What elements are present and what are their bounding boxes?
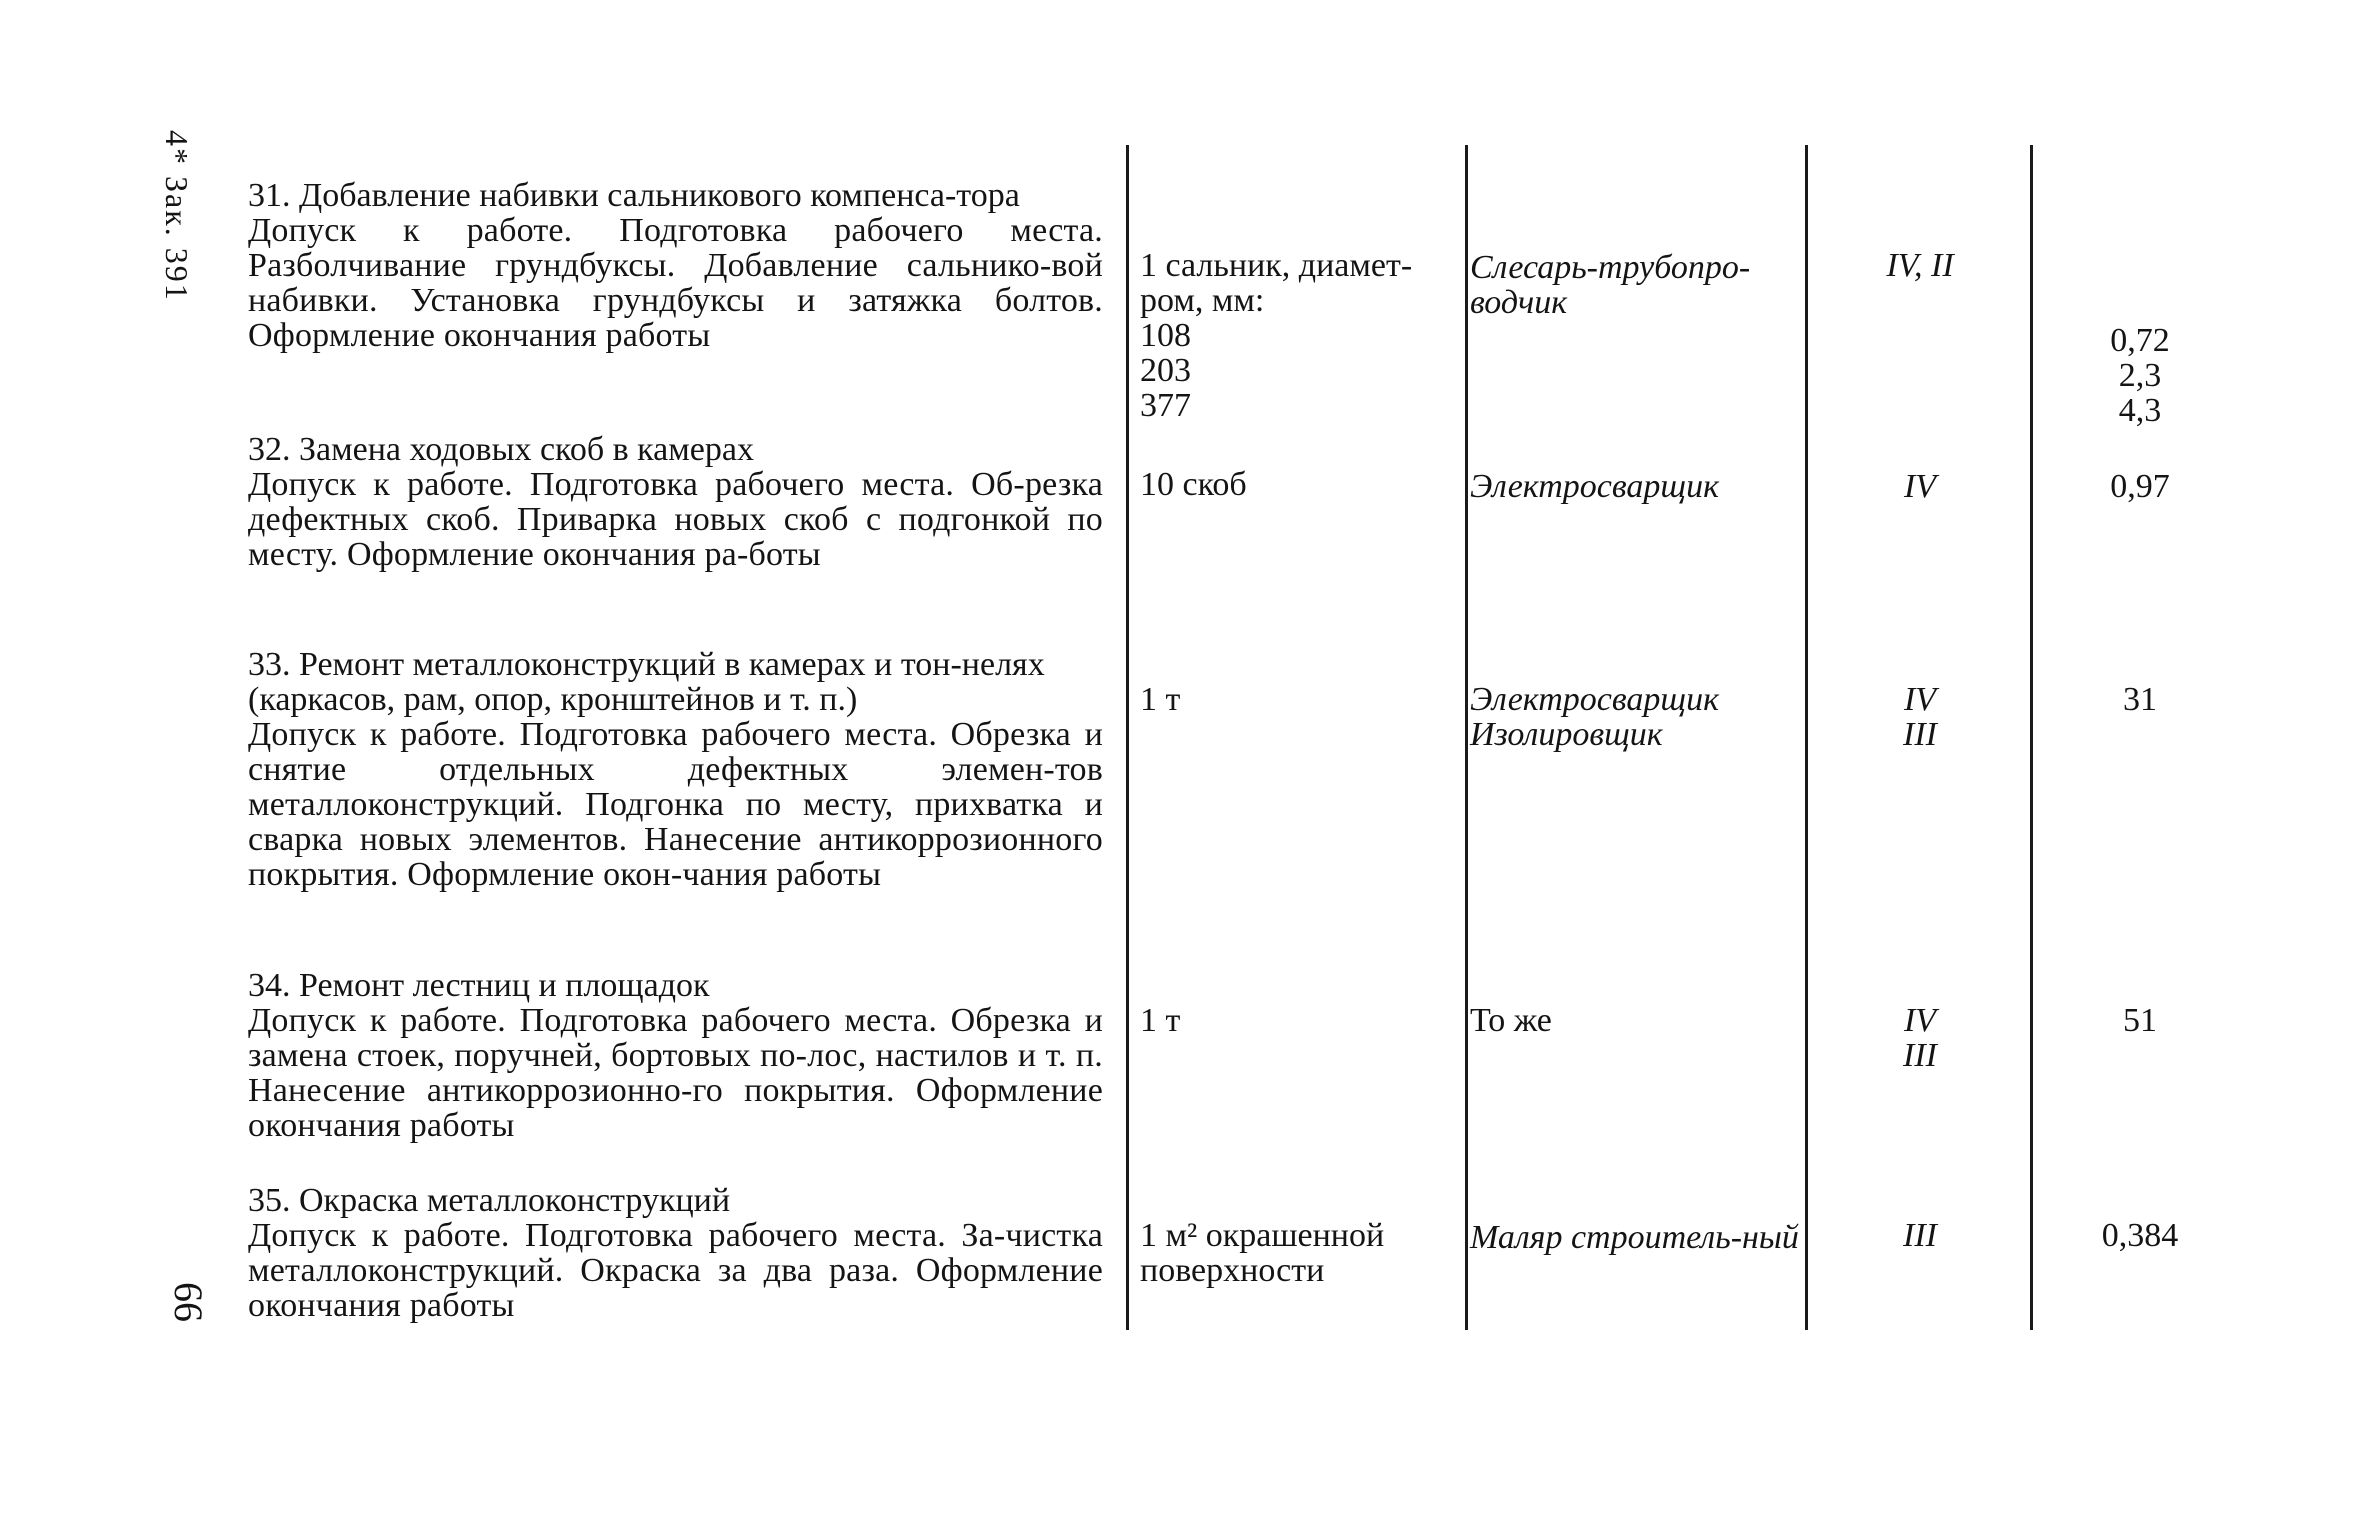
profession-cell: Маляр строитель-ный xyxy=(1470,1219,1799,1256)
page-number: 66 xyxy=(166,1282,211,1322)
unit-cell: 1 т xyxy=(1140,1002,1181,1039)
work-cell xyxy=(248,968,1103,1143)
row-description: Допуск к работе. Подготовка рабочего места. Обрезка и снятие отдельных дефектных элемен-тов металлоконструкций. Подгонка по месту, прихватка и сварка новых элементов. Нанесение антикоррозионного покрытия. Оформление окон-чания работы xyxy=(248,716,1103,893)
category-cell: III xyxy=(1903,1217,1937,1254)
profession-cell: Слесарь-трубопро-водчик xyxy=(1470,249,1751,321)
work-cell xyxy=(248,432,1103,572)
row-title: 33. Ремонт металлоконструкций в камерах и тон-нелях (каркасов, рам, опор, кронштейнов и т. п.) xyxy=(248,646,1045,718)
row-description: Допуск к работе. Подготовка рабочего места. Обрезка и замена стоек, поручней, бортовых по-лос, настилов и т. п. Нанесение антикоррозионно-го покрытия. Оформление окончания работы xyxy=(248,1002,1103,1144)
norm-cell: 51 xyxy=(2123,1002,2157,1039)
work-cell xyxy=(248,178,1103,353)
profession-cell: Электросварщик xyxy=(1470,468,1719,505)
row-description: Допуск к работе. Подготовка рабочего места. За-чистка металлоконструкций. Окраска за два раза. Оформление окончания работы xyxy=(248,1217,1103,1324)
category-cell: IV III xyxy=(1903,681,1937,753)
category-cell: IV xyxy=(1903,468,1937,505)
row-title: 32. Замена ходовых скоб в камерах xyxy=(248,431,754,468)
norm-cell: 0,384 xyxy=(2101,1217,2179,1254)
norm-cell: 0,97 xyxy=(2110,468,2170,505)
profession-cell: То же xyxy=(1470,1002,1552,1039)
column-divider xyxy=(1805,145,1808,1330)
row-description: Допуск к работе. Подготовка рабочего места. Разболчивание грундбуксы. Добавление сальнико-вой набивки. Установка грундбуксы и затяжка болтов. Оформление окончания работы xyxy=(248,212,1103,354)
column-divider xyxy=(1126,145,1129,1330)
work-cell xyxy=(248,647,1103,892)
unit-cell: 10 скоб xyxy=(1140,466,1247,503)
order-note: 4* Зак. 391 xyxy=(159,130,195,302)
row-title: 31. Добавление набивки сальникового компенса-тора xyxy=(248,177,1020,214)
work-cell xyxy=(248,1183,1103,1323)
row-title: 34. Ремонт лестниц и площадок xyxy=(248,967,710,1004)
row-title: 35. Окраска металлоконструкций xyxy=(248,1182,731,1219)
unit-cell: 1 т xyxy=(1140,681,1181,718)
category-cell: IV, II xyxy=(1886,247,1954,284)
category-cell: IV III xyxy=(1903,1002,1937,1074)
norm-cell: 0,72 2,3 4,3 xyxy=(2110,322,2170,429)
column-divider xyxy=(2030,145,2033,1330)
unit-cell: 1 сальник, диамет-ром, мм: 108 203 377 xyxy=(1140,247,1413,424)
norm-cell: 31 xyxy=(2123,681,2157,718)
unit-cell: 1 м² окрашенной поверхности xyxy=(1140,1217,1385,1289)
row-description: Допуск к работе. Подготовка рабочего места. Об-резка дефектных скоб. Приварка новых скоб с подгонкой по месту. Оформление окончания ра-боты xyxy=(248,466,1103,573)
profession-cell: Электросварщик Изолировщик xyxy=(1470,681,1719,753)
